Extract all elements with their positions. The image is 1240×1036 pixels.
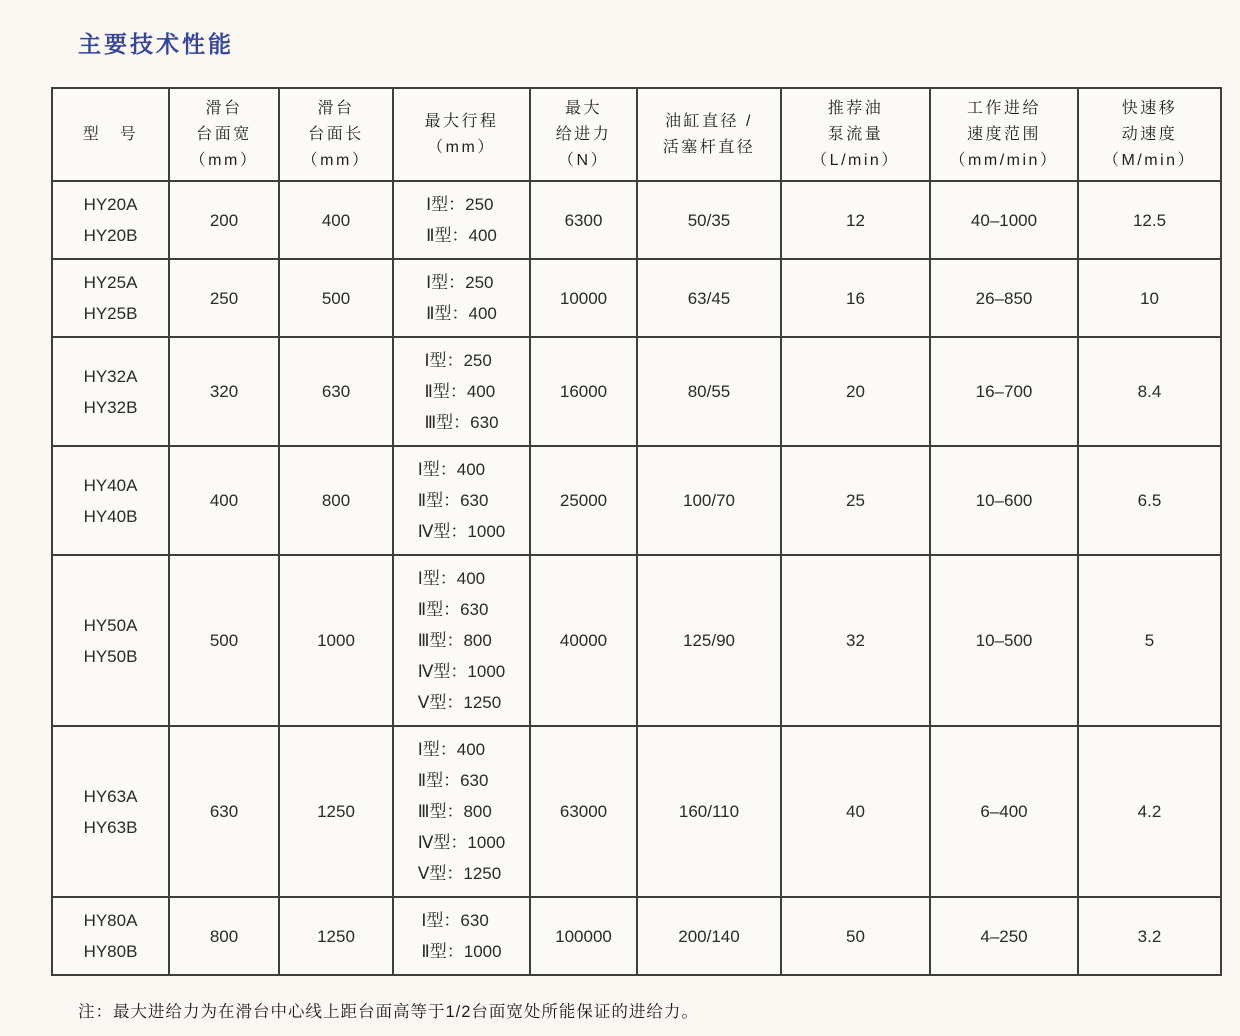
rapid-speed-cell: 8.4 — [1078, 337, 1221, 446]
header-cell-2: 滑台 台面长 （mm） — [279, 88, 393, 181]
header-row — [52, 88, 1221, 181]
header-cell-3: 最大行程 （mm） — [393, 88, 530, 181]
rapid-speed-cell: 10 — [1078, 259, 1221, 337]
feed-speed-range-cell: 40–1000 — [930, 181, 1078, 259]
table-row — [52, 259, 1221, 337]
strokes-cell: Ⅰ型：250 Ⅱ型：400 — [393, 259, 530, 337]
table-width-cell: 320 — [169, 337, 279, 446]
table-width-cell: 630 — [169, 726, 279, 897]
max-force-cell: 16000 — [530, 337, 637, 446]
feed-speed-range-cell: 10–600 — [930, 446, 1078, 555]
cylinder-piston-cell: 125/90 — [637, 555, 781, 726]
max-force-cell: 6300 — [530, 181, 637, 259]
cylinder-piston-cell: 50/35 — [637, 181, 781, 259]
table-length-cell: 800 — [279, 446, 393, 555]
cylinder-piston-cell: 200/140 — [637, 897, 781, 975]
table-width-cell: 250 — [169, 259, 279, 337]
cylinder-piston-cell: 160/110 — [637, 726, 781, 897]
rapid-speed-cell: 3.2 — [1078, 897, 1221, 975]
header-cell-6: 推荐油 泵流量 （L/min） — [781, 88, 930, 181]
table-row — [52, 897, 1221, 975]
strokes-cell: Ⅰ型：250 Ⅱ型：400 Ⅲ型：630 — [393, 337, 530, 446]
models-cell: HY32A HY32B — [52, 337, 169, 446]
rapid-speed-cell: 4.2 — [1078, 726, 1221, 897]
strokes-cell: Ⅰ型：400 Ⅱ型：630 Ⅲ型：800 Ⅳ型：1000 Ⅴ型：1250 — [393, 555, 530, 726]
table-width-cell: 800 — [169, 897, 279, 975]
table-length-cell: 630 — [279, 337, 393, 446]
table-width-cell: 200 — [169, 181, 279, 259]
rapid-speed-cell: 5 — [1078, 555, 1221, 726]
page-title: 主要技术性能 — [78, 31, 234, 57]
table-length-cell: 1250 — [279, 726, 393, 897]
models-cell: HY20A HY20B — [52, 181, 169, 259]
strokes-cell: Ⅰ型：250 Ⅱ型：400 — [393, 181, 530, 259]
strokes-cell: Ⅰ型：630 Ⅱ型：1000 — [393, 897, 530, 975]
models-cell: HY80A HY80B — [52, 897, 169, 975]
cylinder-piston-cell: 80/55 — [637, 337, 781, 446]
footnote: 注：最大进给力为在滑台中心线上距台面高等于1/2台面宽处所能保证的进给力。 — [78, 1003, 699, 1021]
header-cell-8: 快速移 动速度 （M/min） — [1078, 88, 1221, 181]
models-cell: HY63A HY63B — [52, 726, 169, 897]
table-length-cell: 1250 — [279, 897, 393, 975]
models-cell: HY25A HY25B — [52, 259, 169, 337]
max-force-cell: 100000 — [530, 897, 637, 975]
pump-flow-cell: 16 — [781, 259, 930, 337]
spec-table — [51, 87, 1222, 976]
header-cell-5: 油缸直径 / 活塞杆直径 — [637, 88, 781, 181]
max-force-cell: 40000 — [530, 555, 637, 726]
rapid-speed-cell: 6.5 — [1078, 446, 1221, 555]
table-length-cell: 400 — [279, 181, 393, 259]
cylinder-piston-cell: 100/70 — [637, 446, 781, 555]
table-length-cell: 500 — [279, 259, 393, 337]
table-width-cell: 400 — [169, 446, 279, 555]
feed-speed-range-cell: 10–500 — [930, 555, 1078, 726]
max-force-cell: 63000 — [530, 726, 637, 897]
header-cell-4: 最大 给进力 （N） — [530, 88, 637, 181]
max-force-cell: 10000 — [530, 259, 637, 337]
pump-flow-cell: 50 — [781, 897, 930, 975]
pump-flow-cell: 12 — [781, 181, 930, 259]
table-row — [52, 337, 1221, 446]
cylinder-piston-cell: 63/45 — [637, 259, 781, 337]
table-row — [52, 181, 1221, 259]
strokes-cell: Ⅰ型：400 Ⅱ型：630 Ⅳ型：1000 — [393, 446, 530, 555]
table-row — [52, 726, 1221, 897]
pump-flow-cell: 32 — [781, 555, 930, 726]
feed-speed-range-cell: 26–850 — [930, 259, 1078, 337]
table-length-cell: 1000 — [279, 555, 393, 726]
table-width-cell: 500 — [169, 555, 279, 726]
models-cell: HY40A HY40B — [52, 446, 169, 555]
feed-speed-range-cell: 6–400 — [930, 726, 1078, 897]
strokes-cell: Ⅰ型：400 Ⅱ型：630 Ⅲ型：800 Ⅳ型：1000 Ⅴ型：1250 — [393, 726, 530, 897]
spec-table-header — [52, 88, 1221, 181]
header-cell-1: 滑台 台面宽 （mm） — [169, 88, 279, 181]
feed-speed-range-cell: 16–700 — [930, 337, 1078, 446]
pump-flow-cell: 20 — [781, 337, 930, 446]
header-cell-0: 型 号 — [52, 88, 169, 181]
pump-flow-cell: 25 — [781, 446, 930, 555]
models-cell: HY50A HY50B — [52, 555, 169, 726]
max-force-cell: 25000 — [530, 446, 637, 555]
feed-speed-range-cell: 4–250 — [930, 897, 1078, 975]
table-row — [52, 555, 1221, 726]
table-row — [52, 446, 1221, 555]
header-cell-7: 工作进给 速度范围 （mm/min） — [930, 88, 1078, 181]
spec-table-body — [52, 181, 1221, 975]
pump-flow-cell: 40 — [781, 726, 930, 897]
rapid-speed-cell: 12.5 — [1078, 181, 1221, 259]
